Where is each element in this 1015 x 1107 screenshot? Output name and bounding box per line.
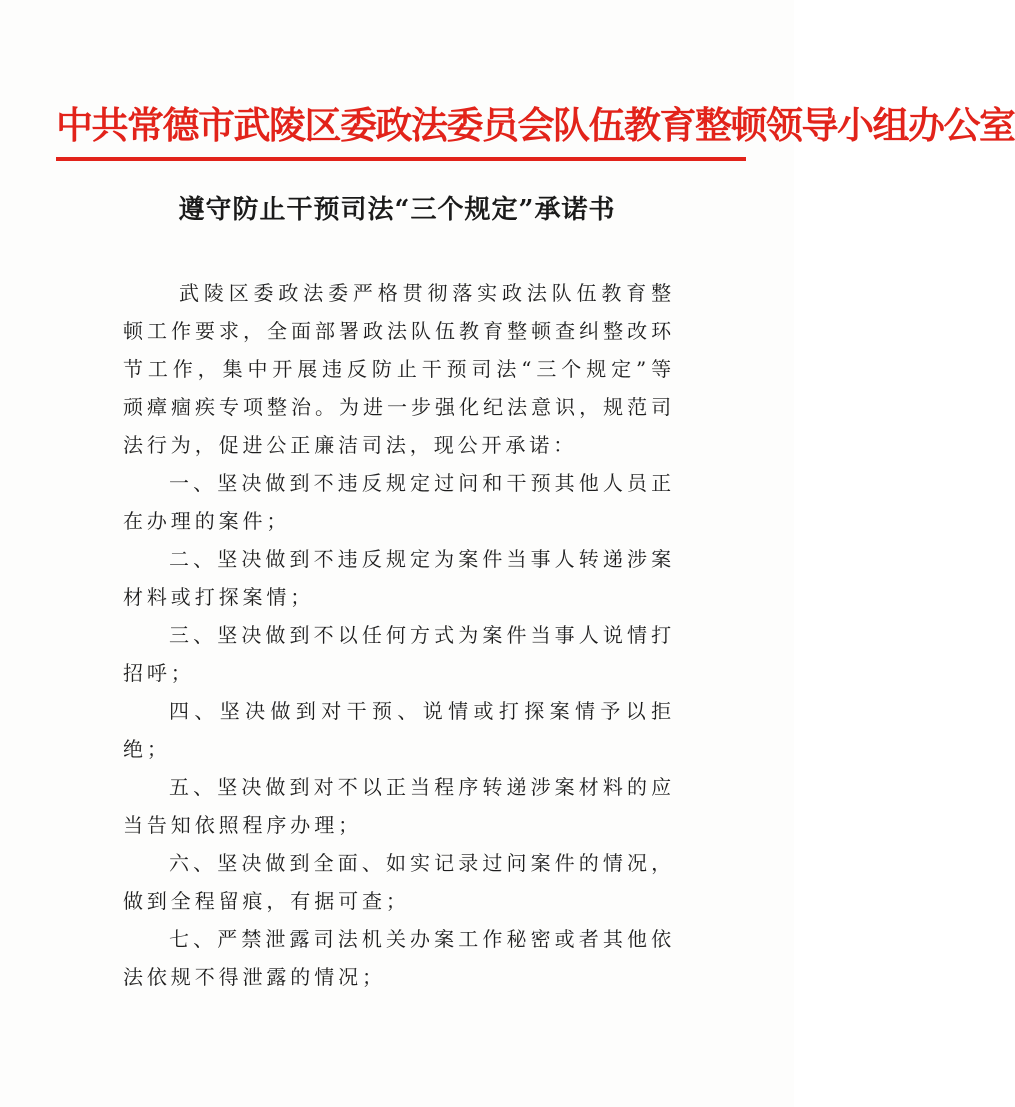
letterhead-org-name: 中共常德市武陵区委政法委员会队伍教育整顿领导小组办公室: [56, 103, 1015, 147]
letterhead-red-rule: [56, 157, 746, 161]
pledge-item-6: 六、坚决做到全面、如实记录过问案件的情况，做到全程留痕，有据可查；: [123, 851, 675, 913]
pledge-item-1: 一、坚决做到不违反规定过问和干预其他人员正在办理的案件；: [123, 471, 675, 533]
document-title: 遵守防止干预司法“三个规定”承诺书: [178, 195, 616, 225]
pledge-item-3: 三、坚决做到不以任何方式为案件当事人说情打招呼；: [123, 623, 675, 685]
pledge-item-5: 五、坚决做到对不以正当程序转递涉案材料的应当告知依照程序办理；: [123, 775, 675, 837]
pledge-item-4: 四、坚决做到对干预、说情或打探案情予以拒绝；: [123, 699, 675, 761]
intro-paragraph: 武陵区委政法委严格贯彻落实政法队伍教育整顿工作要求，全面部署政法队伍教育整顿查纠整改环节工作，集中开展违反防止干预司法“三个规定”等顽瘴痼疾专项整治。为进一步强化纪法意识，规范司法行为，促进公正廉洁司法，现公开承诺：: [123, 281, 675, 457]
pledge-item-7: 七、严禁泄露司法机关办案工作秘密或者其他依法依规不得泄露的情况；: [123, 927, 675, 989]
pledge-item-2: 二、坚决做到不违反规定为案件当事人转递涉案材料或打探案情；: [123, 547, 675, 609]
document-body: [123, 274, 675, 996]
